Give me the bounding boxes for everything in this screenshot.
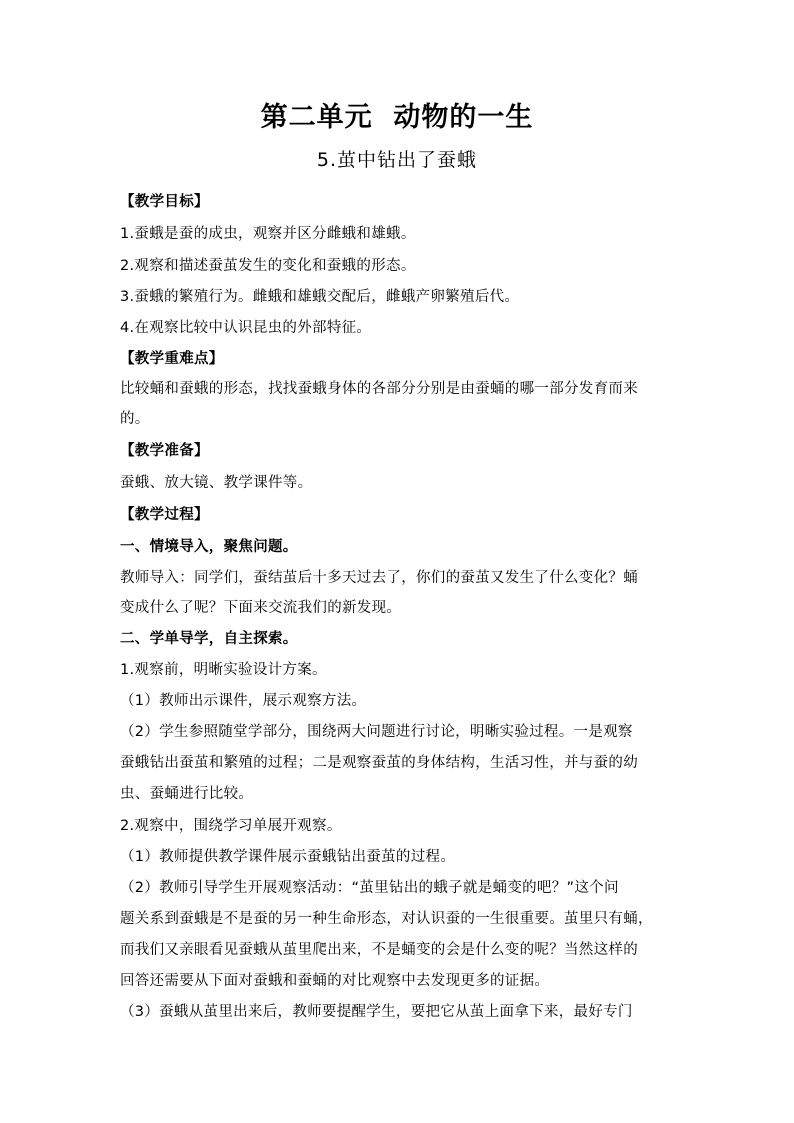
process-step-2-heading: 二、学单导学，自主探索。 (120, 631, 298, 647)
section-heading-preparation: 【教学准备】 (120, 443, 209, 459)
paragraph-line: 题关系到蚕蛾是不是蚕的另一种生命形态，对认识蚕的一生很重要。茧里只有蛹， (120, 911, 653, 927)
objective-4: 4.在观察比较中认识昆虫的外部特征。 (120, 320, 372, 336)
paragraph-line: （2）教师引导学生开展观察活动：“茧里钻出的蛾子就是蛹变的吧？”这个问 (120, 880, 619, 896)
paragraph-line: （2）学生参照随堂学部分，围绕两大问题进行讨论，明晰实验过程。一是观察 (120, 724, 633, 740)
key-points-line-2: 的。 (120, 411, 150, 427)
objective-3: 3.蚕蛾的繁殖行为。雌蛾和雄蛾交配后，雌蛾产卵繁殖后代。 (120, 289, 520, 305)
paragraph-line: （1）教师提供教学课件展示蚕蛾钻出蚕茧的过程。 (120, 849, 456, 865)
paragraph-line: （3）蚕蛾从茧里出来后，教师要提醒学生，要把它从茧上面拿下来，最好专门 (120, 1004, 633, 1020)
paragraph-line: 而我们又亲眼看见蚕蛾从茧里爬出来，不是蛹变的会是什么变的呢？当然这样的 (120, 942, 638, 958)
section-heading-key-points: 【教学重难点】 (120, 351, 224, 367)
paragraph-line: 变成什么了呢？下面来交流我们的新发现。 (120, 600, 402, 616)
paragraph-line: 2.观察中，围绕学习单展开观察。 (120, 818, 342, 834)
objective-1: 1.蚕蛾是蚕的成虫，观察并区分雌蛾和雄蛾。 (120, 226, 416, 242)
paragraph-line: 虫、蚕蛹进行比较。 (120, 786, 254, 802)
paragraph-line: 回答还需要从下面对蚕蛾和蚕蛹的对比观察中去发现更多的证据。 (120, 973, 550, 989)
paragraph-line: 教师导入：同学们，蚕结茧后十多天过去了，你们的蚕茧又发生了什么变化？蛹 (120, 570, 638, 586)
key-points-line-1: 比较蛹和蚕蛾的形态，找找蚕蛾身体的各部分分别是由蚕蛹的哪一部分发育而来 (120, 381, 638, 397)
paragraph-line: 1.观察前，明晰实验设计方案。 (120, 662, 327, 678)
unit-title: 第二单元 动物的一生 (260, 102, 534, 133)
process-step-1-heading: 一、情境导入，聚焦问题。 (120, 539, 298, 555)
paragraph-line: 蚕蛾钻出蚕茧和繁殖的过程；二是观察蚕茧的身体结构，生活习性，并与蚕的幼 (120, 755, 638, 771)
preparation-text: 蚕蛾、放大镜、教学课件等。 (120, 475, 313, 491)
section-heading-objectives: 【教学目标】 (120, 194, 209, 210)
objective-2: 2.观察和描述蚕茧发生的变化和蚕蛾的形态。 (120, 258, 416, 274)
section-heading-process: 【教学过程】 (120, 507, 209, 523)
lesson-title: 5.茧中钻出了蚕蛾 (316, 149, 478, 171)
paragraph-line: （1）教师出示课件，展示观察方法。 (120, 693, 367, 709)
